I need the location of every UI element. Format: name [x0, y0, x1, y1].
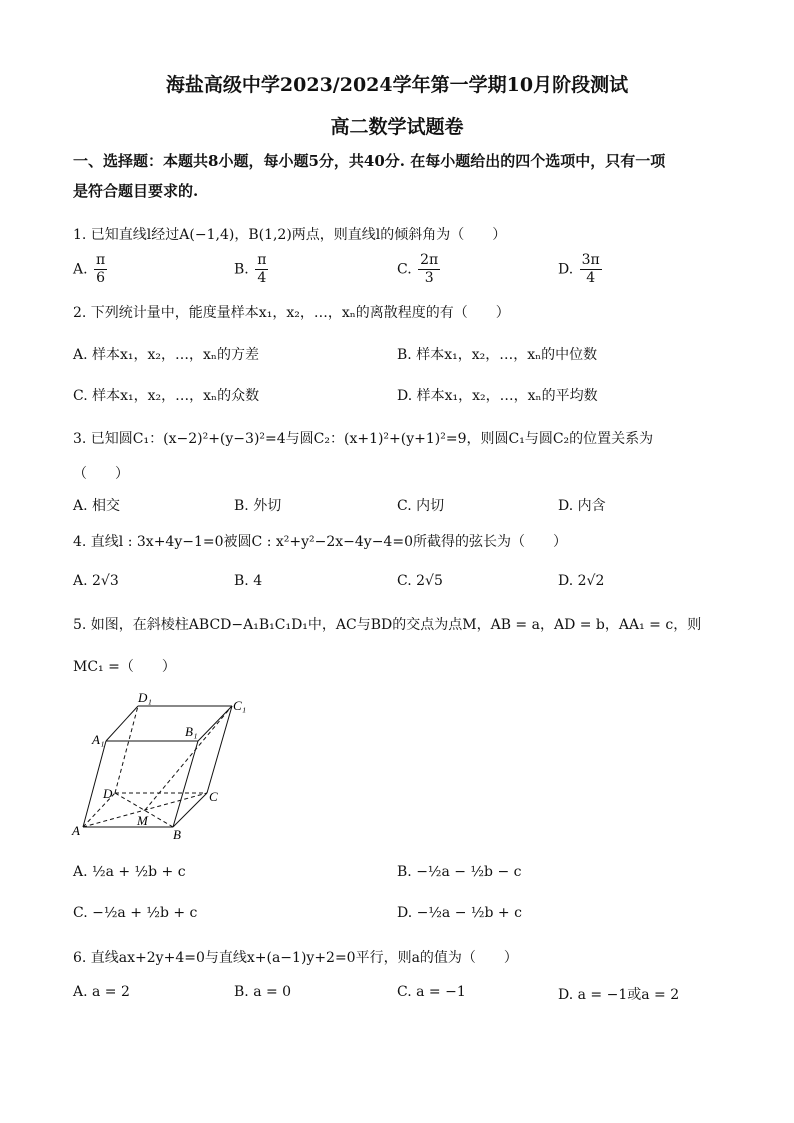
question-4-stem: 4. 直线l : 3x+4y−1=0被圆C : x²+y²−2x−4y−4=0所截得的弦长为（ ）: [73, 534, 567, 550]
q4-option-b: B. 4: [234, 573, 263, 589]
page-subtitle: 高二数学试题卷: [330, 116, 464, 138]
q4-option-c: C. 2√5: [397, 573, 443, 589]
oblique-prism-figure: [70, 690, 260, 845]
question-5-stem: 5. 如图，在斜棱柱ABCD−A₁B₁C₁D₁中，AC与BD的交点为点M，AB = a，AD = b，AA₁ = c，则: [73, 617, 702, 633]
numerator: 2π: [420, 252, 439, 268]
label-c1: C₁: [233, 698, 247, 713]
numerator: 3π: [581, 252, 600, 268]
option-label: C.: [397, 261, 412, 278]
q2-option-d: D. 样本x₁，x₂，…，xₙ的平均数: [397, 388, 598, 404]
q3-option-a: A. 相交: [73, 498, 121, 514]
q3-option-b: B. 外切: [234, 498, 282, 514]
label-a1: A₁: [92, 732, 105, 747]
q2-option-c: C. 样本x₁，x₂，…，xₙ的众数: [73, 388, 260, 404]
q6-option-c: C. a = −1: [397, 984, 466, 1000]
label-m: M: [137, 813, 148, 828]
q1-option-c: [397, 252, 442, 287]
q1-option-d: [558, 252, 604, 287]
q3-option-d: D. 内含: [558, 498, 606, 514]
denominator: 3: [424, 270, 434, 286]
numerator: π: [257, 252, 267, 268]
option-label: B.: [234, 261, 249, 278]
q6-option-a: A. a = 2: [73, 984, 130, 1000]
fraction: [418, 252, 440, 287]
label-a: A: [72, 823, 80, 838]
q4-option-d: D. 2√2: [558, 573, 605, 589]
label-c: C: [209, 789, 218, 804]
denominator: 4: [586, 270, 596, 286]
q1-option-a: [73, 252, 109, 287]
label-b1: B₁: [185, 724, 198, 739]
q2-option-b: B. 样本x₁，x₂，…，xₙ的中位数: [397, 347, 598, 363]
fraction: [255, 252, 268, 287]
q6-option-b: B. a = 0: [234, 984, 292, 1000]
q5-option-c: C. −½a + ½b + c: [73, 905, 198, 921]
page-title: 海盐高级中学2023/2024学年第一学期10月阶段测试: [165, 74, 629, 96]
q5-option-d: D. −½a − ½b + c: [397, 905, 522, 921]
q2-option-a: A. 样本x₁，x₂，…，xₙ的方差: [73, 347, 259, 363]
question-3-stem: 3. 已知圆C₁：(x−2)²+(y−3)²=4与圆C₂：(x+1)²+(y+1)²=9，则圆C₁与圆C₂的位置关系为: [73, 431, 654, 447]
hidden-segment-m-c1: [145, 706, 232, 810]
denominator: 4: [257, 270, 267, 286]
numerator: π: [96, 252, 106, 268]
label-b: B: [173, 827, 181, 842]
section-line-1: 一、选择题：本题共8小题，每小题5分，共40分. 在每小题给出的四个选项中，只有一项: [73, 152, 666, 170]
q1-option-b: [234, 252, 270, 287]
label-d: D: [103, 786, 113, 801]
section-heading: [73, 146, 733, 206]
q4-option-a: A. 2√3: [73, 573, 119, 589]
fraction: [94, 252, 107, 287]
q5-option-a: A. ½a + ½b + c: [73, 864, 186, 880]
q5-option-b: B. −½a − ½b − c: [397, 864, 522, 880]
question-2-stem: 2. 下列统计量中，能度量样本x₁，x₂，…，xₙ的离散程度的有（ ）: [73, 305, 510, 321]
question-1-stem: 1. 已知直线l经过A(−1,4)，B(1,2)两点，则直线l的倾斜角为（ ）: [73, 227, 507, 243]
question-6-stem: 6. 直线ax+2y+4=0与直线x+(a−1)y+2=0平行，则a的值为（ ）: [73, 950, 518, 966]
label-d1: D₁: [138, 690, 152, 705]
fraction: [580, 252, 602, 287]
question-3-stem-cont: （ ）: [73, 466, 129, 482]
option-label: D.: [558, 261, 574, 278]
denominator: 6: [96, 270, 106, 286]
question-5-stem-cont: MC₁ =（ ）: [73, 659, 176, 675]
q6-option-d: D. a = −1或a = 2: [558, 987, 680, 1003]
option-label: A.: [73, 261, 88, 278]
section-line-2: 是符合题目要求的.: [73, 182, 199, 200]
q3-option-c: C. 内切: [397, 498, 445, 514]
